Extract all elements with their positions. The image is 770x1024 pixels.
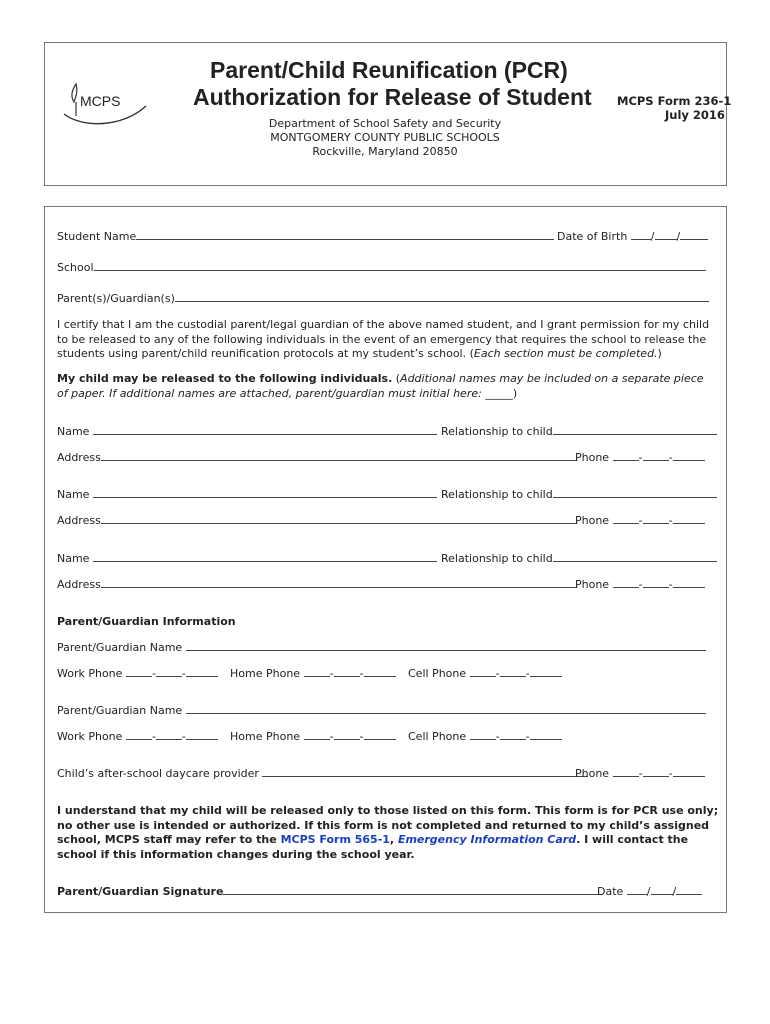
guardian-1-cell-phone-3[interactable] — [530, 667, 562, 677]
understand-sep: , — [389, 833, 398, 846]
phone-label: Phone — [575, 767, 610, 780]
understand-text-2: . I will contact the school if this information changes during the school year. — [57, 833, 689, 861]
phone-label: Phone — [575, 514, 610, 527]
daycare-row — [57, 767, 588, 780]
daycare-phone-2[interactable] — [643, 767, 669, 777]
dob-month-field[interactable] — [631, 230, 651, 240]
guardian-2-name-field[interactable] — [186, 704, 706, 714]
individual-2-phone-row: Phone - - — [575, 514, 705, 527]
school-label: School — [57, 261, 94, 274]
guardian-2-cell-phone-2[interactable] — [500, 730, 526, 740]
individual-1-relationship-row — [441, 425, 717, 438]
signature-date-day[interactable] — [651, 885, 673, 895]
individual-name-label: Name — [57, 488, 90, 501]
student-name-row — [57, 230, 554, 243]
individual-2-phone-field-3[interactable] — [673, 514, 705, 524]
individual-name-label: Name — [57, 425, 90, 438]
form-date: July 2016 — [665, 108, 725, 122]
signature-date-month[interactable] — [627, 885, 647, 895]
relationship-label: Relationship to child — [441, 488, 553, 501]
org-line: MONTGOMERY COUNTY PUBLIC SCHOOLS — [270, 131, 500, 144]
guardian-1-home-phone-row: Home Phone - - — [230, 667, 396, 680]
dob-row: Date of Birth / / — [557, 230, 708, 243]
understand-paragraph — [57, 804, 719, 862]
individual-1-address-field[interactable] — [101, 451, 577, 461]
individual-2-phone-field-2[interactable] — [643, 514, 669, 524]
daycare-phone-row: Phone - - — [575, 767, 705, 780]
guardian-1-name-row — [57, 641, 706, 654]
logo-text: MCPS — [80, 93, 121, 109]
relationship-label: Relationship to child — [441, 425, 553, 438]
guardian-2-cell-phone-1[interactable] — [470, 730, 496, 740]
guardian-2-home-phone-3[interactable] — [364, 730, 396, 740]
individual-3-address-field[interactable] — [101, 578, 577, 588]
individual-2-address-row — [57, 514, 577, 527]
address-label: Address — [57, 514, 101, 527]
guardian-info-heading: Parent/Guardian Information — [57, 615, 236, 628]
mcps-form-565-link[interactable]: MCPS Form 565-1 — [280, 833, 390, 846]
guardian-2-phones-row: Work Phone - - — [57, 730, 218, 743]
certify-italic: Each section must be completed. — [473, 347, 658, 360]
guardian-1-work-phone-3[interactable] — [186, 667, 218, 677]
individual-1-phone-row: Phone - - — [575, 451, 705, 464]
guardian-1-phones-row: Work Phone - - — [57, 667, 218, 680]
guardian-1-home-phone-3[interactable] — [364, 667, 396, 677]
student-name-field[interactable] — [136, 230, 554, 240]
understand-text-1: I understand that my child will be released only to those listed on this form. This form is for PCR use only; no other use is intended or authorized. If this form is not completed and returned to my child’s assigned school, MCPS staff may refer to the — [57, 804, 719, 846]
individual-1-address-row — [57, 451, 577, 464]
guardian-2-home-phone-row: Home Phone - - — [230, 730, 396, 743]
individual-3-phone-field-2[interactable] — [643, 578, 669, 588]
dob-day-field[interactable] — [655, 230, 677, 240]
emergency-card-link[interactable]: Emergency Information Card — [397, 833, 577, 846]
signature-date-year[interactable] — [676, 885, 702, 895]
release-note: Additional names may be included on a separate piece of paper. If additional names are attached, parent/guardian must initial here: _____ — [57, 372, 704, 400]
work-phone-label: Work Phone — [57, 667, 123, 680]
dob-year-field[interactable] — [680, 230, 708, 240]
guardian-2-name-row — [57, 704, 706, 717]
guardian-1-home-phone-1[interactable] — [304, 667, 330, 677]
guardian-1-work-phone-1[interactable] — [126, 667, 152, 677]
student-name-label: Student Name — [57, 230, 137, 243]
signature-date-label: Date — [597, 885, 624, 898]
individual-3-relationship-row — [441, 552, 717, 565]
individual-1-phone-field-2[interactable] — [643, 451, 669, 461]
release-note-open: ( — [392, 372, 401, 385]
guardian-2-work-phone-2[interactable] — [156, 730, 182, 740]
phone-label: Phone — [575, 578, 610, 591]
daycare-field[interactable] — [262, 767, 588, 777]
signature-row — [57, 885, 603, 898]
school-row — [57, 261, 706, 274]
individual-1-phone-field-3[interactable] — [673, 451, 705, 461]
guardian-2-cell-phone-row: Cell Phone - - — [408, 730, 562, 743]
guardian-2-work-phone-1[interactable] — [126, 730, 152, 740]
dob-label: Date of Birth — [557, 230, 628, 243]
individual-1-phone-field-1[interactable] — [613, 451, 639, 461]
release-heading: My child may be released to the following individuals. — [57, 372, 393, 385]
guardian-1-home-phone-2[interactable] — [334, 667, 360, 677]
daycare-phone-3[interactable] — [673, 767, 705, 777]
relationship-label: Relationship to child — [441, 552, 553, 565]
phone-label: Phone — [575, 451, 610, 464]
signature-label: Parent/Guardian Signature — [57, 885, 224, 898]
title-line-1: Parent/Child Reunification (PCR) — [210, 57, 568, 83]
guardian-2-home-phone-1[interactable] — [304, 730, 330, 740]
signature-date-row: Date / / — [597, 885, 702, 898]
certify-text: I certify that I am the custodial parent/legal guardian of the above named student, and I grant permission for my child to be released to any of the following individuals in the event of an emergency that requires the school to release the students using parent/child reunification protocols at my student’s school. ( — [57, 318, 710, 360]
parents-row — [57, 292, 709, 305]
cell-phone-label: Cell Phone — [408, 667, 467, 680]
address-line: Rockville, Maryland 20850 — [312, 145, 458, 158]
home-phone-label: Home Phone — [230, 667, 301, 680]
parents-label: Parent(s)/Guardian(s) — [57, 292, 175, 305]
individual-name-label: Name — [57, 552, 90, 565]
certify-paragraph — [57, 318, 717, 362]
guardian-2-home-phone-2[interactable] — [334, 730, 360, 740]
individual-2-phone-field-1[interactable] — [613, 514, 639, 524]
release-paragraph — [57, 372, 717, 401]
address-label: Address — [57, 451, 101, 464]
school-field[interactable] — [94, 261, 706, 271]
individual-3-phone-field-3[interactable] — [673, 578, 705, 588]
individual-3-address-row — [57, 578, 577, 591]
individual-3-relationship-field[interactable] — [553, 552, 717, 562]
mcps-logo — [62, 76, 152, 130]
guardian-2-cell-phone-3[interactable] — [530, 730, 562, 740]
guardian-2-work-phone-3[interactable] — [186, 730, 218, 740]
individual-2-name-row — [57, 488, 437, 501]
individual-3-phone-row: Phone - - — [575, 578, 705, 591]
guardian-name-label: Parent/Guardian Name — [57, 704, 183, 717]
home-phone-label: Home Phone — [230, 730, 301, 743]
individual-2-address-field[interactable] — [101, 514, 577, 524]
individual-2-relationship-field[interactable] — [553, 488, 717, 498]
individual-3-phone-field-1[interactable] — [613, 578, 639, 588]
form-number: MCPS Form 236-1 — [617, 94, 732, 108]
individual-1-name-row — [57, 425, 437, 438]
cell-phone-label: Cell Phone — [408, 730, 467, 743]
guardian-1-cell-phone-row: Cell Phone - - — [408, 667, 562, 680]
individual-1-relationship-field[interactable] — [553, 425, 717, 435]
work-phone-label: Work Phone — [57, 730, 123, 743]
parents-field[interactable] — [175, 292, 709, 302]
signature-field[interactable] — [223, 885, 603, 895]
daycare-label: Child’s after-school daycare provider — [57, 767, 259, 780]
individual-2-name-field[interactable] — [93, 488, 437, 498]
individual-3-name-row — [57, 552, 437, 565]
guardian-1-cell-phone-2[interactable] — [500, 667, 526, 677]
individual-3-name-field[interactable] — [93, 552, 437, 562]
address-label: Address — [57, 578, 101, 591]
dept-line: Department of School Safety and Security — [268, 117, 502, 130]
guardian-name-label: Parent/Guardian Name — [57, 641, 183, 654]
daycare-phone-1[interactable] — [613, 767, 639, 777]
certify-close: ) — [657, 347, 662, 360]
guardian-1-cell-phone-1[interactable] — [470, 667, 496, 677]
individual-2-relationship-row — [441, 488, 717, 501]
release-note-close: ) — [512, 386, 518, 400]
title-line-2: Authorization for Release of Student — [193, 84, 592, 110]
guardian-1-work-phone-2[interactable] — [156, 667, 182, 677]
guardian-1-name-field[interactable] — [186, 641, 706, 651]
individual-1-name-field[interactable] — [93, 425, 437, 435]
